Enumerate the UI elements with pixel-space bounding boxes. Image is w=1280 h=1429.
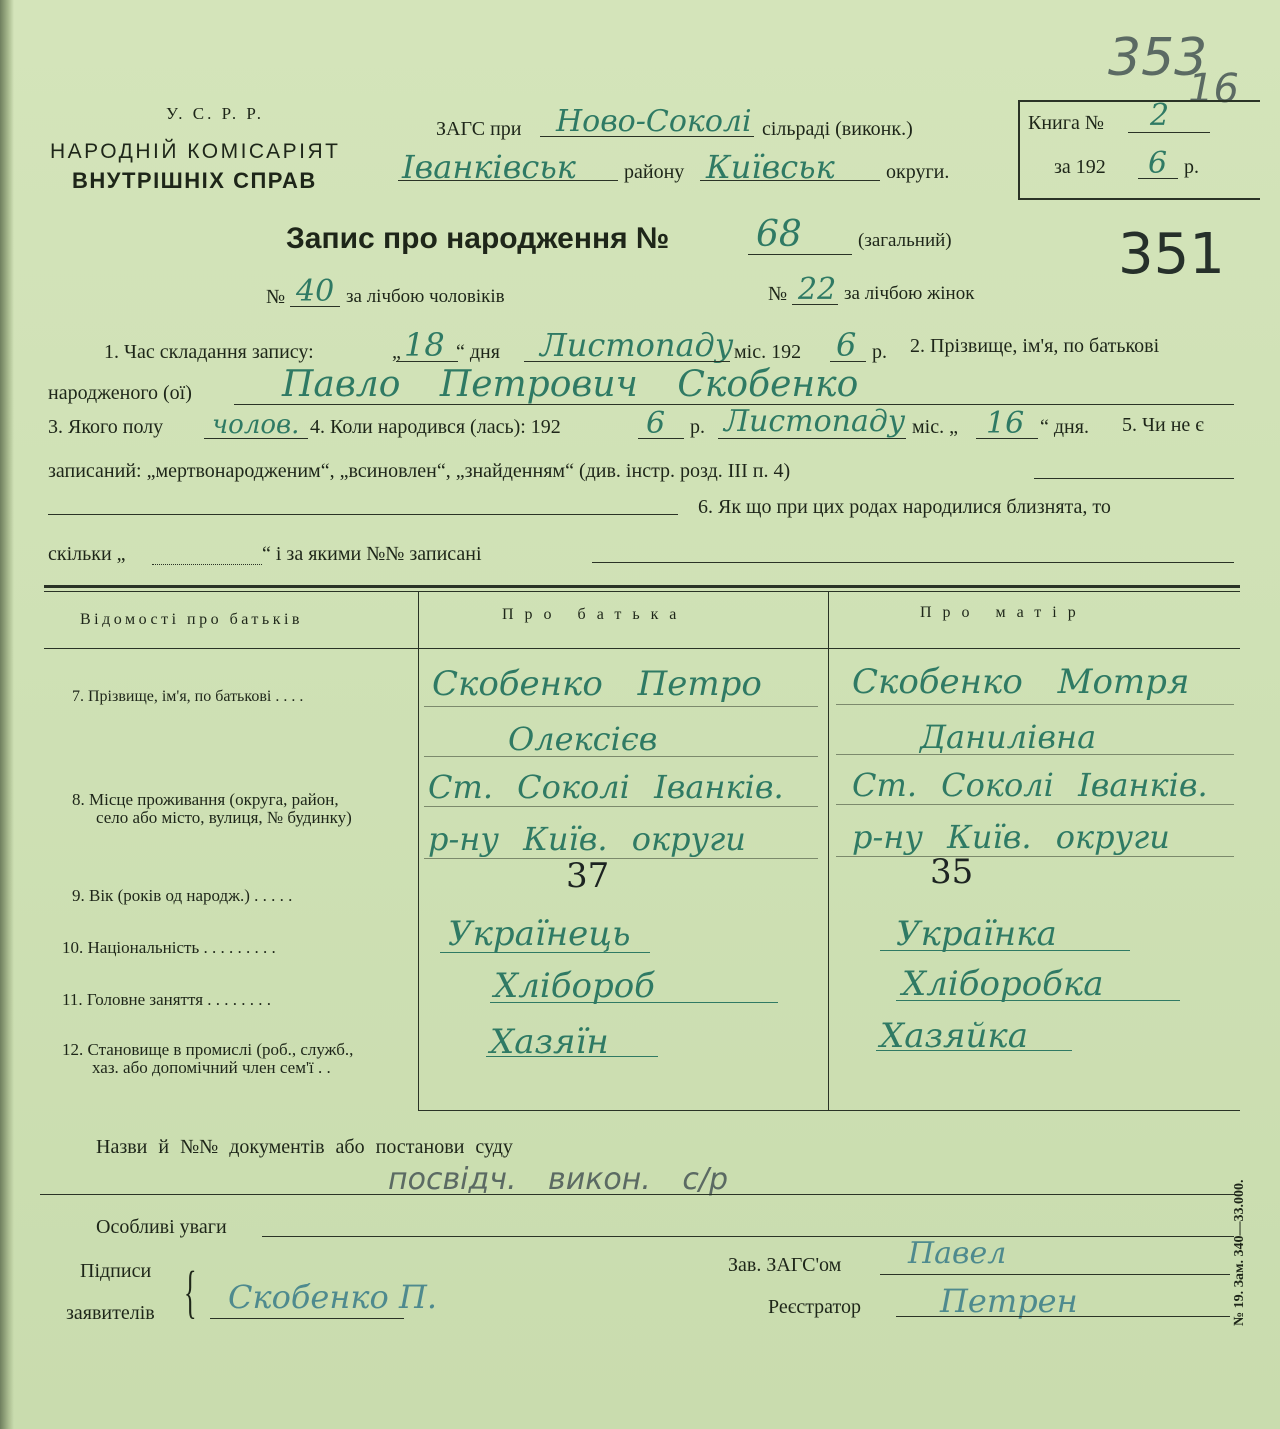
okrug-value: Київськ [706,148,835,186]
row7-label: 7. Прізвище, ім'я, по батькові . . . . [72,688,304,705]
row9-label: 9. Вік (років од народж.) . . . . . [72,886,293,905]
item1-year-digit: 6 [836,326,857,364]
mother-name-line2: Данилівна [920,718,1097,756]
row11-label: 11. Головне заняття . . . . . . . . [62,990,272,1009]
row12-label-2: хаз. або допомічний член сем'ї . . [92,1058,331,1077]
book-year-suffix: р. [1184,156,1199,178]
registrar-label: Реєстратор [768,1296,862,1318]
item4-day-value: 16 [986,406,1025,441]
men-count-prefix: № [266,286,286,308]
item1-day-value: 18 [404,326,445,364]
father-status: Хазяїн [490,1022,609,1062]
item4-month-value: Листопаду [724,404,906,439]
signatures-brace: { [184,1259,197,1324]
archive-number-top: 353 [1108,28,1208,88]
republic-label: У. С. Р. Р. [166,104,265,123]
item6-label-mid: “ і за якими №№ записані [262,543,482,565]
women-count-prefix: № [768,283,788,305]
item5-label-cont: записаний: „мертвонароджeним“, „всиновлен“, „знайденням“ (див. інстр. розд. III п. 4) [48,460,791,482]
row8-label-1: 8. Місце проживання (округа, район, [72,790,339,809]
father-residence-line2: р-ну Київ. округи [428,820,746,858]
item6-label-cont: скільки „ [48,543,126,565]
record-number: 68 [756,214,802,255]
mother-residence-line1: Ст. Соколі Іванків. [852,766,1208,804]
women-count-label: за лічбою жінок [844,283,975,304]
documents-value: посвідч. викон. с/р [388,1162,729,1197]
item1-day-close: “ дня [456,341,500,363]
table-header-rule [44,648,1240,649]
record-title: Запис про народження № [286,222,670,255]
item2-label: 2. Прізвище, ім'я, по батькові [910,335,1160,357]
district-value: Іванківськ [402,148,576,186]
zags-village-value: Ново-Соколі [556,104,752,139]
table-top-rule-2 [44,591,1240,592]
record-general-label: (загальний) [858,230,952,251]
book-label: Книга № [1028,112,1104,134]
father-name-line2: Олексієв [508,720,658,758]
row8-label-2: село або місто, вулиця, № будинку) [96,808,352,827]
women-count-number: 22 [798,272,837,307]
mother-nationality: Українка [896,914,1057,954]
mother-name-line1: Скобенко Мотря [852,662,1190,702]
item2-label-cont: народженого (ої) [48,382,192,404]
item1-day-open: „ [392,341,401,363]
child-sex-value: чолов. [212,410,300,440]
child-name-value: Павло Петрович Скобенко [282,364,859,405]
book-year-digit: 6 [1148,146,1168,181]
item3-label: 3. Якого полу [48,416,164,438]
table-header-col1: Відомості про батьків [80,611,303,628]
item1-year-suffix: р. [872,341,887,363]
father-nationality: Українець [448,914,631,954]
page-edge-shadow [0,0,14,1429]
item1-month-suffix: міс. 192 [734,341,802,363]
item4-label: 4. Коли народився (лась): 192 [310,416,561,438]
head-label: Зав. ЗАГС'ом [728,1254,842,1276]
row12-label-1: 12. Становище в промислі (роб., служб., [62,1040,354,1059]
zags-prefix: ЗАГС при [436,118,522,140]
mother-status: Хазяйка [880,1016,1029,1056]
table-header-col3: Про матір [920,604,1087,621]
men-count-number: 40 [296,274,335,309]
item4-year-digit: 6 [646,406,666,441]
item4-month-suffix: міс. „ [912,416,958,438]
signatures-label-2: заявителів [66,1302,155,1324]
okrug-label: округи. [886,161,950,183]
book-year-label: за 192 [1054,156,1106,178]
zags-suffix: сільраді (виконк.) [762,118,913,140]
mother-residence-line2: р-ну Київ. округи [852,818,1170,856]
father-age: 37 [566,856,610,896]
remarks-label: Особливі уваги [96,1216,227,1238]
father-occupation: Хлібороб [494,966,655,1006]
item1-label: 1. Час складання запису: [104,341,314,363]
item5-label: 5. Чи не є [1122,414,1204,436]
archive-number-top-suffix: 16 [1188,66,1239,112]
item4-day-suffix: “ дня. [1040,416,1089,438]
father-residence-line1: Ст. Соколі Іванків. [428,768,784,806]
row10-label: 10. Національність . . . . . . . . . [62,938,276,957]
table-header-col2: Про батька [502,606,688,623]
item6-label: 6. Як що при цих родах народилися близнята, то [698,496,1111,518]
men-count-label: за лічбою чоловіків [346,286,505,307]
archive-number-side: 351 [1118,222,1225,287]
item4-year-suffix: р. [690,416,705,438]
side-print-number: № 19. Зам. 340—33.000. [1232,1179,1247,1326]
item1-month-value: Листопаду [540,326,734,364]
signatures-label-1: Підписи [80,1260,152,1282]
book-number: 2 [1150,98,1170,133]
father-name-line1: Скобенко Петро [432,664,762,704]
table-top-rule [44,585,1240,588]
district-label: району [624,161,685,183]
head-signature: Павел [908,1236,1007,1271]
mother-occupation: Хліборобка [902,964,1104,1004]
documents-label: Назви й №№ документів або постанови суду [96,1136,513,1158]
applicant-signature: Скобенко П. [228,1278,438,1316]
mother-age: 35 [930,852,974,892]
ministry-line-2: ВНУТРІШНІХ СПРАВ [72,168,317,193]
registrar-signature: Петрен [940,1282,1078,1320]
ministry-line-1: НАРОДНІЙ КОМІСАРІЯТ [50,140,341,163]
